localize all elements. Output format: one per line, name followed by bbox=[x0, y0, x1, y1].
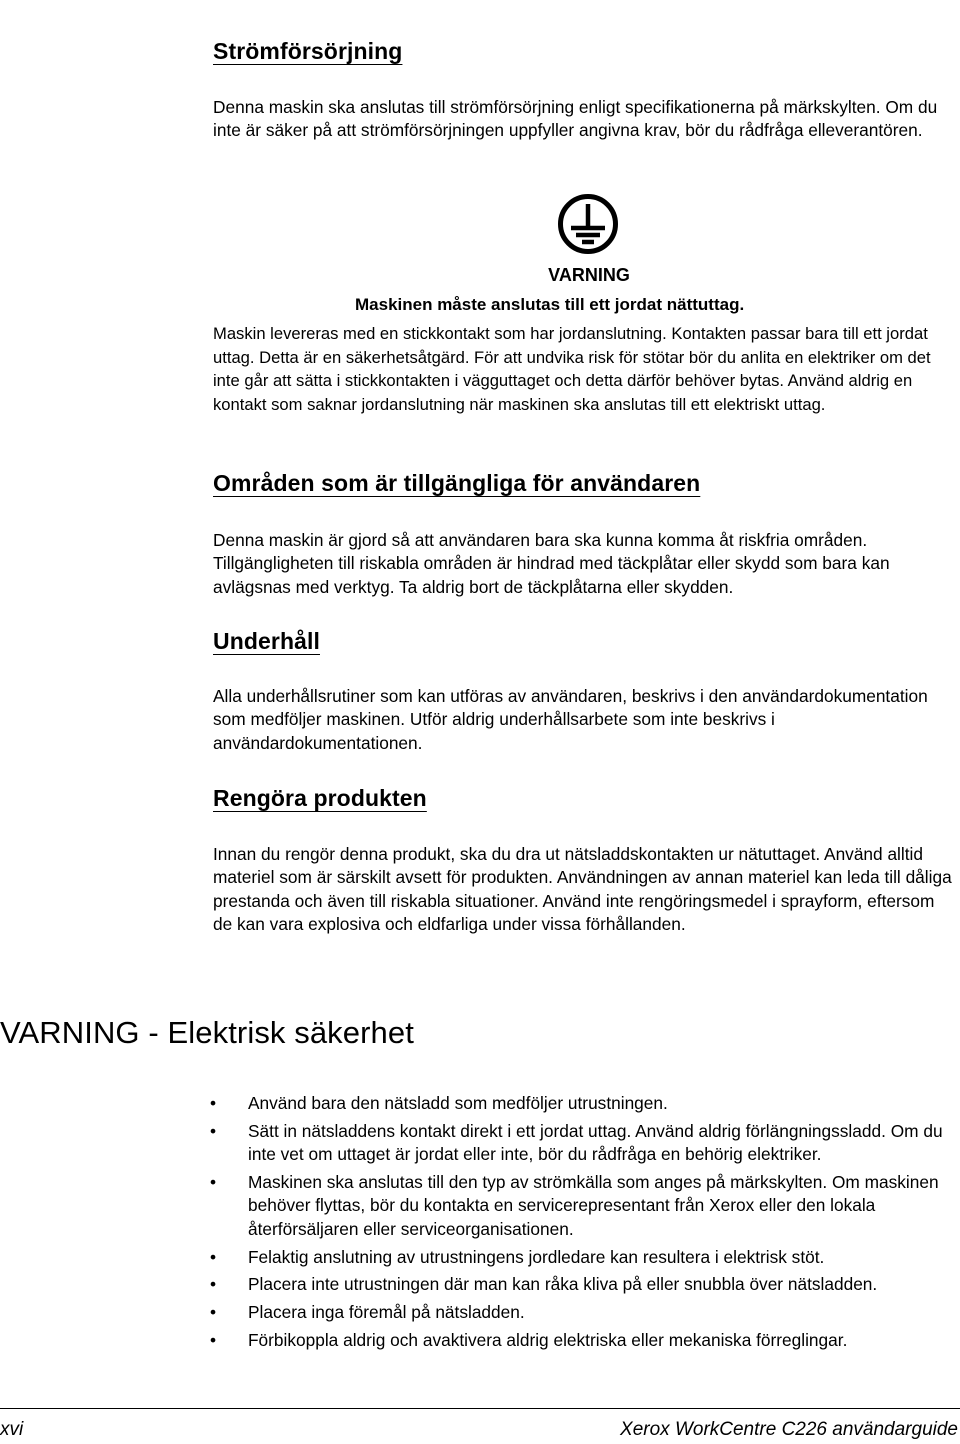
list-item bbox=[210, 1273, 955, 1296]
section-heading-power-supply bbox=[213, 37, 402, 65]
footer-divider bbox=[0, 1408, 960, 1409]
section-paragraph-power-supply: Denna maskin ska anslutas till strömförsörjning enligt specifikationerna på märkskylten. Om du inte är säker på att strömförsörjningen uppfyller angivna krav, bör du rådfråga elleverantören. bbox=[213, 97, 938, 141]
section-paragraph-maintenance: Alla underhållsrutiner som kan utföras av användaren, beskrivs i den användardokumentation som medföljer maskinen. Utför aldrig underhållsarbete som inte beskrivs i användardokumentationen. bbox=[213, 686, 928, 753]
bullet-icon: • bbox=[210, 1172, 217, 1193]
list-item bbox=[210, 1246, 955, 1269]
list-item-text: Placera inte utrustningen där man kan råka kliva på eller snubbla över nätsladden. bbox=[248, 1274, 878, 1295]
document-title: Xerox WorkCentre C226 användarguide bbox=[620, 1419, 958, 1440]
bullet-icon: • bbox=[210, 1120, 217, 1141]
page-number: xvi bbox=[0, 1419, 24, 1440]
warning-body: Maskin levereras med en stickkontakt som har jordanslutning. Kontakten passar bara till ett jordat uttag. Detta är en säkerhetsåtgärd. För att undvika risk för stötar bör du anlita en elektriker om det inte går att sätta i stickkontakten i vägguttaget och detta därför behöver bytas. Använd aldrig en kontakt som saknar jordanslutning när maskinen ska anslutas till ett elektriskt uttag. bbox=[213, 324, 931, 414]
bullet-icon: • bbox=[210, 1330, 217, 1351]
section-heading-text: Strömförsörjning bbox=[213, 38, 403, 64]
section-heading-user-access-areas bbox=[213, 469, 700, 497]
chapter-heading-electrical-safety: VARNING - Elektrisk säkerhet bbox=[0, 1015, 414, 1050]
protective-earth-ground-icon bbox=[557, 193, 619, 255]
bullet-icon: • bbox=[210, 1246, 217, 1267]
list-item bbox=[210, 1301, 955, 1324]
list-item bbox=[210, 1120, 955, 1167]
list-item-text: Placera inga föremål på nätsladden. bbox=[248, 1302, 525, 1323]
list-item-text: Använd bara den nätsladd som medföljer utrustningen. bbox=[248, 1093, 668, 1113]
list-item bbox=[210, 1092, 955, 1115]
section-heading-maintenance bbox=[213, 627, 320, 655]
list-item-text: Förbikoppla aldrig och avaktivera aldrig elektriska eller mekaniska förreglingar. bbox=[248, 1330, 848, 1351]
section-paragraph-user-access-areas: Denna maskin är gjord så att användaren bara ska kunna komma åt riskfria områden. Tillgängligheten till riskabla områden är hindrad med täckplåtar eller skydd som bara kan avlägsnas med verktyg. Ta aldrig bort de täckplåtarna eller skydden. bbox=[213, 530, 890, 597]
list-item-text: Maskinen ska anslutas till den typ av strömkälla som anges på märkskylten. Om maskinen behöver flyttas, bör du kontakta en servicerepresentant från Xerox eller den lokala återförsäljaren eller serviceorganisationen. bbox=[248, 1172, 939, 1239]
warning-title: VARNING bbox=[548, 265, 630, 285]
electrical-safety-list bbox=[210, 1092, 955, 1357]
list-item bbox=[210, 1171, 955, 1241]
section-heading-text: Underhåll bbox=[213, 628, 320, 654]
list-item bbox=[210, 1329, 955, 1352]
list-item-text: Felaktig anslutning av utrustningens jordledare kan resultera i elektrisk stöt. bbox=[248, 1246, 825, 1267]
section-paragraph-cleaning: Innan du rengör denna produkt, ska du dra ut nätsladdskontakten ur nätuttaget. Använd alltid materiel som är särskilt avsett för produkten. Användningen av annan materiel kan leda till dåliga prestanda och även till riskabla situationer. Använd inte rengöringsmedel i sprayform, eftersom de kan vara explosiva och eldfarliga under vissa förhållanden. bbox=[213, 844, 952, 935]
section-heading-text: Områden som är tillgängliga för användaren bbox=[213, 470, 701, 496]
bullet-icon: • bbox=[210, 1093, 217, 1113]
section-heading-cleaning bbox=[213, 784, 427, 812]
section-heading-text: Rengöra produkten bbox=[213, 785, 427, 811]
warning-subtitle: Maskinen måste anslutas till ett jordat nättuttag. bbox=[355, 295, 745, 314]
bullet-icon: • bbox=[210, 1302, 217, 1323]
list-item-text: Sätt in nätsladdens kontakt direkt i ett jordat uttag. Använd aldrig förlängningssladd. Om du inte vet om uttaget är jordat eller inte, bör du rådfråga en behörig elektriker. bbox=[248, 1120, 943, 1165]
bullet-icon: • bbox=[210, 1274, 217, 1295]
